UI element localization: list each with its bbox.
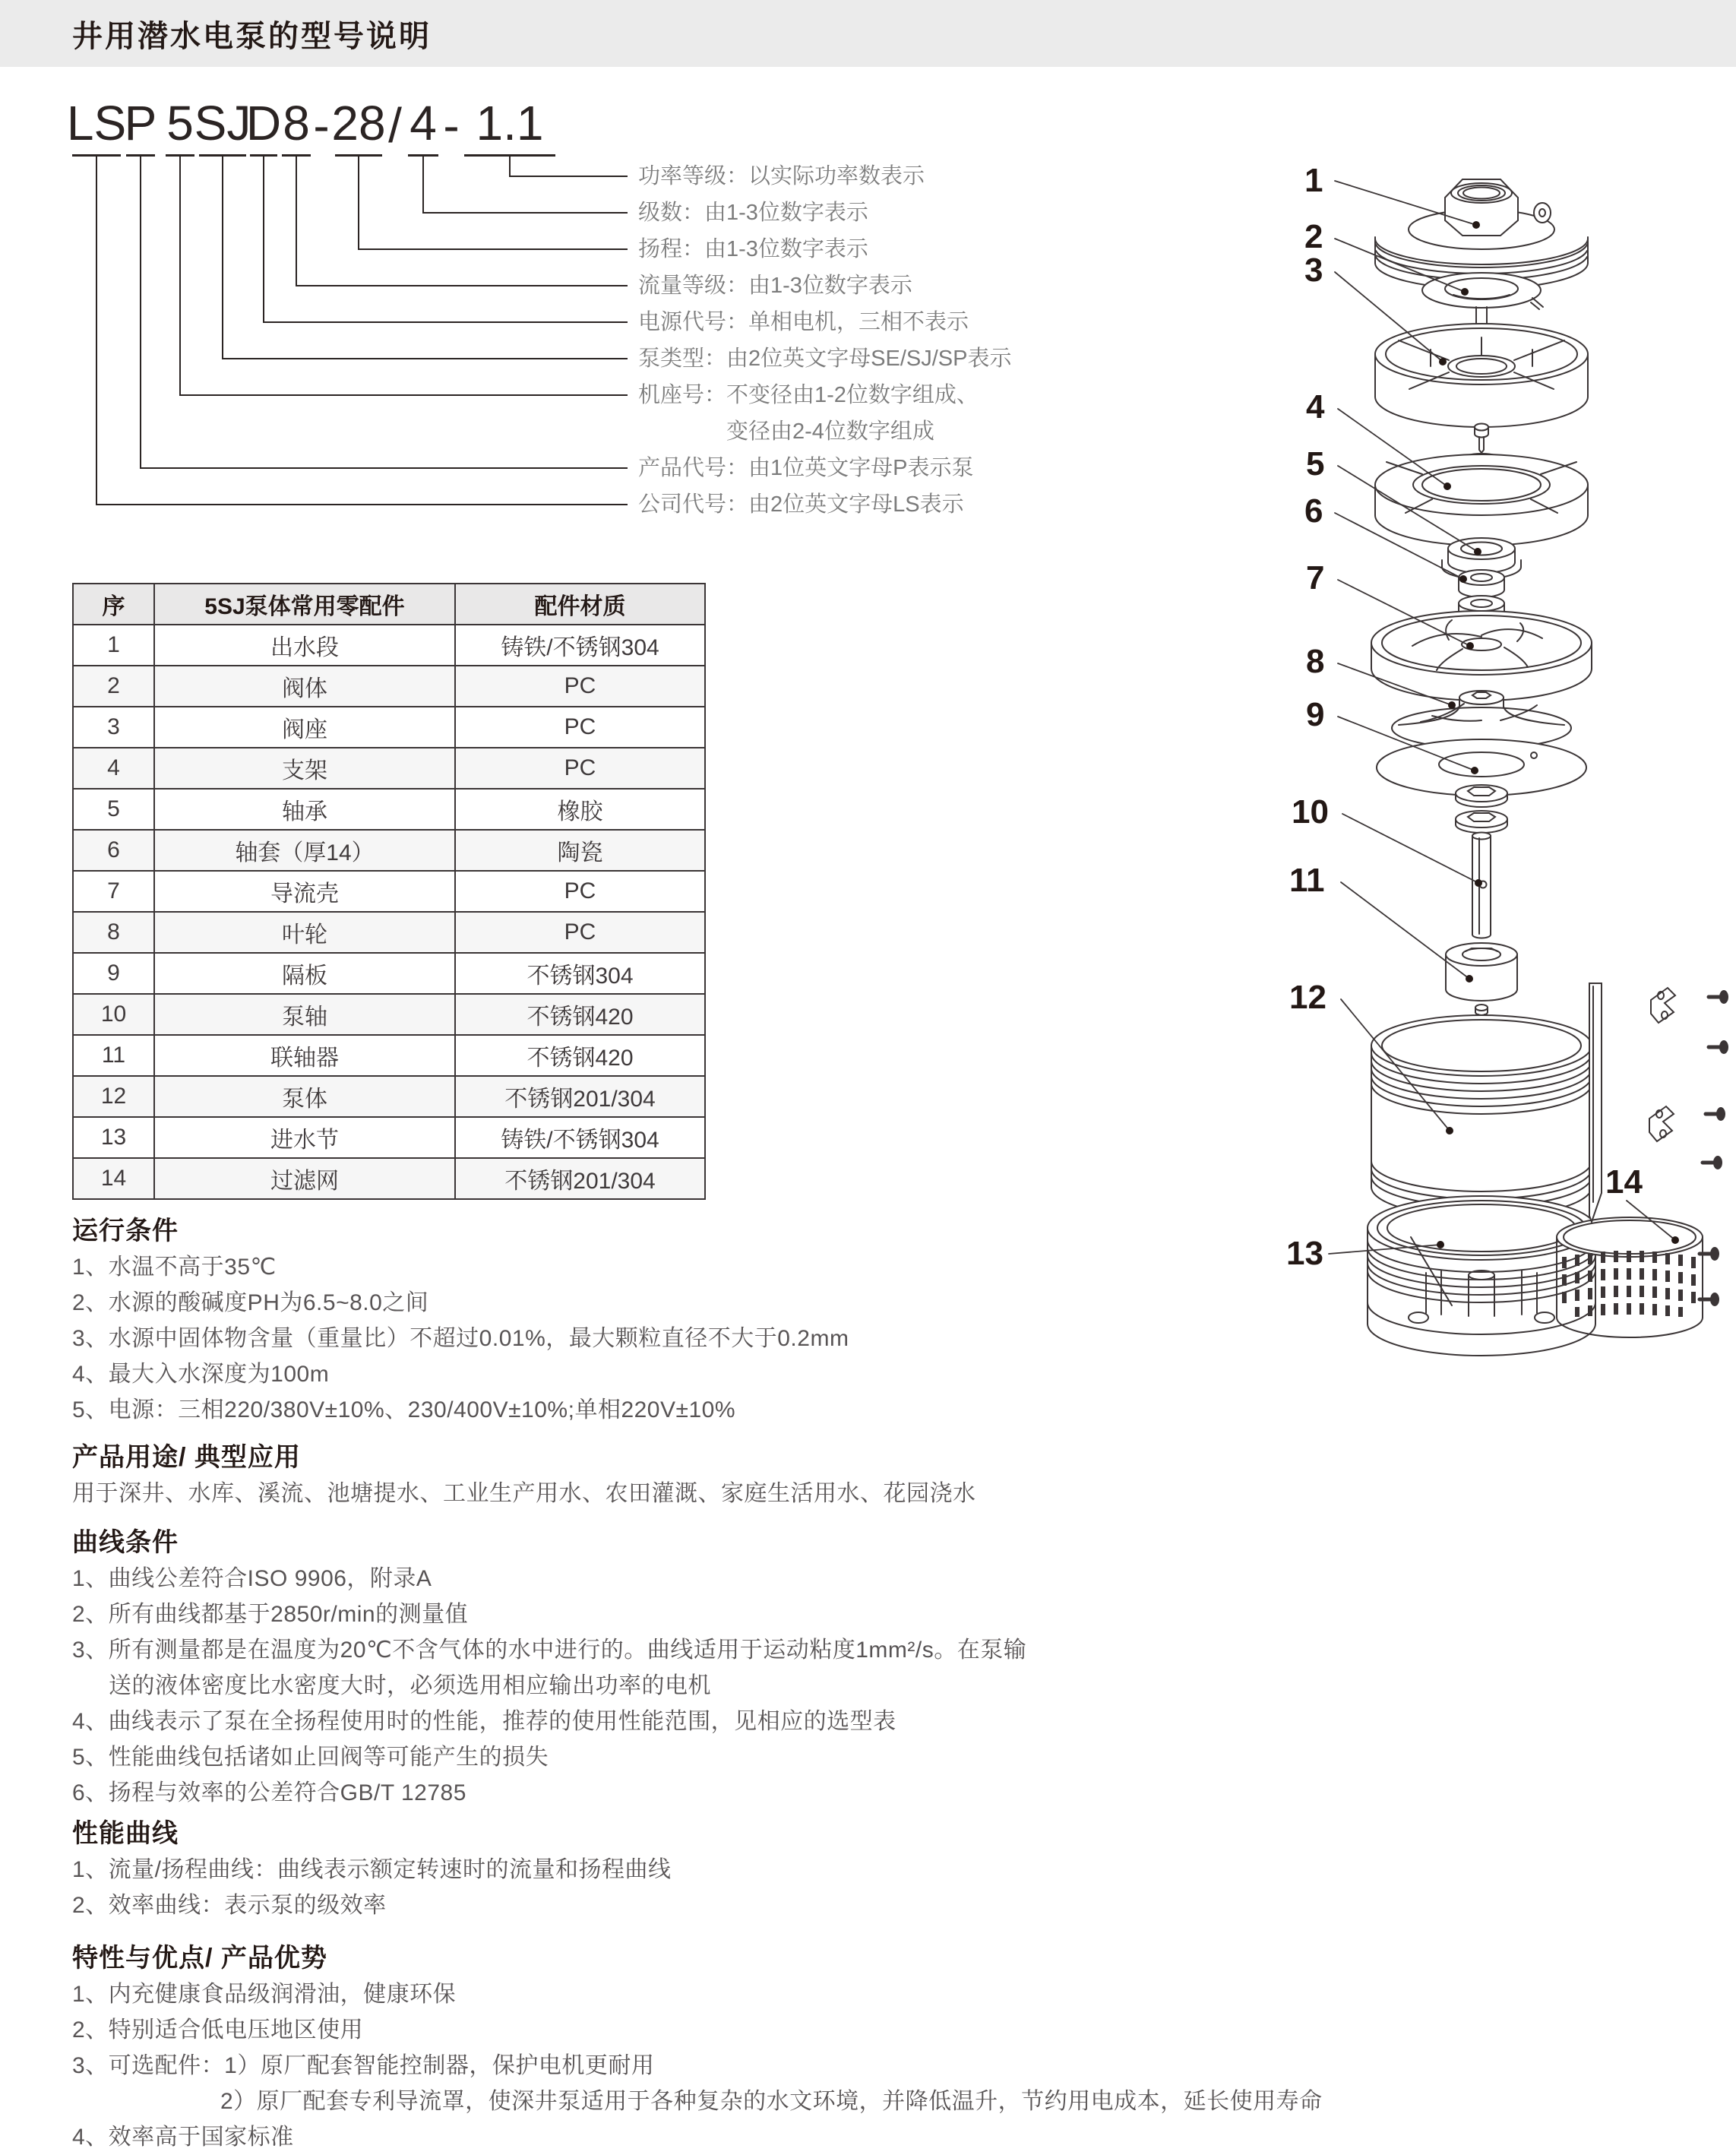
code-callout-lines	[0, 0, 638, 524]
code-callout-label: 功率等级：以实际功率数表示	[638, 164, 925, 188]
section-line: 送的液体密度比水密度大时，必须选用相应输出功率的电机	[109, 1673, 711, 1698]
table-cell: 4	[73, 748, 154, 789]
section-line: 6、扬程与效率的公差符合GB/T 12785	[72, 1780, 466, 1805]
section-line: 1、水温不高于35℃	[72, 1255, 277, 1280]
table-cell: 不锈钢304	[455, 953, 705, 994]
section	[72, 1524, 1706, 1811]
table-row	[73, 625, 705, 666]
pump-exploded-diagram	[1250, 99, 1736, 1360]
diagram-number-3: 3	[1304, 252, 1323, 289]
code-callout-label: 流量等级：由1-3位数字表示	[638, 274, 912, 298]
table-cell: 出水段	[154, 625, 455, 666]
diagram-number-7: 7	[1306, 559, 1325, 597]
part-coupling	[1446, 943, 1517, 1001]
section-line: 1、内充健康食品级润滑油，健康环保	[72, 1982, 457, 2007]
parts-table	[72, 583, 706, 1200]
code-callout-label: 电源代号：单相电机，三相不表示	[638, 310, 969, 334]
section-line: 5、电源：三相220/380V±10%、230/400V±10%;单相220V±10%	[72, 1397, 736, 1422]
table-cell: 过滤网	[154, 1158, 455, 1199]
table-cell: PC	[455, 748, 705, 789]
table-cell: 6	[73, 830, 154, 871]
table-cell: 5	[73, 789, 154, 830]
table-cell: 3	[73, 707, 154, 748]
table-cell: 11	[73, 1035, 154, 1076]
part-bracket	[1375, 454, 1588, 546]
code-segment-product: P	[126, 90, 155, 157]
table-row	[73, 707, 705, 748]
section-line: 4、效率高于国家标准	[72, 2125, 294, 2150]
diagram-number-13: 13	[1286, 1235, 1323, 1272]
table-cell: 8	[73, 912, 154, 953]
table-cell: 铸铁/不锈钢304	[455, 1117, 705, 1158]
code-separator-hyphen: -	[313, 98, 330, 153]
table-cell: 不锈钢201/304	[455, 1076, 705, 1117]
table-cell: 泵体	[154, 1076, 455, 1117]
table-cell: 7	[73, 871, 154, 912]
table-header-row	[73, 584, 705, 625]
page-title: 井用潜水电泵的型号说明	[72, 19, 432, 53]
table-cell: 导流壳	[154, 871, 455, 912]
table-header-cell: 序	[73, 584, 154, 625]
section-line: 3、水源中固体物含量（重量比）不超过0.01%，最大颗粒直径不大于0.2mm	[72, 1326, 849, 1351]
diagram-number-8: 8	[1306, 643, 1325, 680]
code-callout-label: 产品代号：由1位英文字母P表示泵	[638, 456, 974, 480]
section	[72, 1439, 1706, 1511]
table-cell: 阀体	[154, 666, 455, 707]
section-line: 3、可选配件：1）原厂配套智能控制器，保护电机更耐用	[72, 2053, 655, 2078]
part-pump-body	[1371, 1015, 1592, 1217]
code-separator-slash: /	[388, 98, 402, 153]
table-cell: 1	[73, 625, 154, 666]
table-cell: 叶轮	[154, 912, 455, 953]
code-segment-power-supply: D	[250, 90, 277, 157]
section-heading: 曲线条件	[72, 1528, 179, 1557]
table-cell: 不锈钢201/304	[455, 1158, 705, 1199]
code-segment-company: LS	[72, 90, 121, 157]
table-cell: 阀座	[154, 707, 455, 748]
diagram-number-14: 14	[1605, 1163, 1643, 1201]
part-cable-clips	[1649, 988, 1675, 1141]
table-row	[73, 666, 705, 707]
part-cable-guard	[1589, 983, 1602, 1222]
section-line: 2、所有曲线都基于2850r/min的测量值	[72, 1602, 469, 1627]
table-cell: 9	[73, 953, 154, 994]
diagram-number-1: 1	[1304, 162, 1323, 199]
table-cell: 不锈钢420	[455, 994, 705, 1035]
section-line: 2、效率曲线：表示泵的级效率	[72, 1893, 387, 1918]
table-row	[73, 871, 705, 912]
table-row	[73, 748, 705, 789]
table-cell: 轴套（厚14）	[154, 830, 455, 871]
section-heading: 性能曲线	[72, 1819, 179, 1848]
section-line: 4、最大入水深度为100m	[72, 1362, 330, 1387]
table-cell: 轴承	[154, 789, 455, 830]
table-row	[73, 912, 705, 953]
part-inlet-section	[1368, 1196, 1595, 1356]
code-segment-pump-type: SJ	[199, 90, 246, 157]
table-cell: 陶瓷	[455, 830, 705, 871]
table-cell: 泵轴	[154, 994, 455, 1035]
code-callout-label: 变径由2-4位数字组成	[726, 419, 934, 444]
table-row	[73, 1158, 705, 1199]
table-cell: 橡胶	[455, 789, 705, 830]
code-segment-stages: 4	[408, 90, 438, 157]
code-segment-frame: 5	[166, 90, 194, 157]
table-row	[73, 830, 705, 871]
table-cell: 2	[73, 666, 154, 707]
table-row	[73, 994, 705, 1035]
table-cell: PC	[455, 707, 705, 748]
table-cell: 铸铁/不锈钢304	[455, 625, 705, 666]
code-callout-label: 级数：由1-3位数字表示	[638, 201, 868, 225]
diagram-number-5: 5	[1306, 445, 1325, 483]
section	[72, 1815, 1706, 1923]
table-cell: PC	[455, 666, 705, 707]
section-line: 4、曲线表示了泵在全扬程使用时的性能，推荐的使用性能范围，见相应的选型表	[72, 1709, 896, 1734]
diagram-number-6: 6	[1304, 492, 1323, 530]
diagram-number-4: 4	[1306, 388, 1325, 426]
diagram-number-12: 12	[1289, 979, 1327, 1016]
table-row	[73, 1117, 705, 1158]
diagram-number-11: 11	[1289, 862, 1325, 899]
table-cell: 14	[73, 1158, 154, 1199]
section-line: 3、所有测量都是在温度为20℃不含气体的水中进行的。曲线适用于运动粘度1mm²/s。在泵输	[72, 1638, 1027, 1663]
section-line: 2、水源的酸碱度PH为6.5~8.0之间	[72, 1290, 429, 1315]
table-cell: PC	[455, 871, 705, 912]
code-segment-flow: 8	[282, 90, 311, 157]
section-line: 2、特别适合低电压地区使用	[72, 2017, 364, 2043]
code-callout-label: 扬程：由1-3位数字表示	[638, 237, 868, 261]
code-callout-label: 公司代号：由2位英文字母LS表示	[638, 492, 964, 517]
part-screws	[1700, 991, 1728, 1305]
code-callout-label: 泵类型：由2位英文字母SE/SJ/SP表示	[638, 347, 1012, 371]
section-heading: 特性与优点/ 产品优势	[72, 1944, 327, 1973]
part-valve-seat	[1375, 324, 1588, 427]
table-row	[73, 1076, 705, 1117]
table-cell: 不锈钢420	[455, 1035, 705, 1076]
diagram-number-2: 2	[1304, 218, 1323, 255]
table-cell: 13	[73, 1117, 154, 1158]
code-segment-power: 1.1	[464, 90, 555, 157]
section-line: 1、曲线公差符合ISO 9906，附录A	[72, 1566, 432, 1591]
table-header-cell: 配件材质	[455, 584, 705, 625]
table-row	[73, 1035, 705, 1076]
diagram-number-9: 9	[1306, 696, 1325, 733]
table-cell: PC	[455, 912, 705, 953]
diagram-number-10: 10	[1292, 793, 1329, 831]
table-cell: 10	[73, 994, 154, 1035]
table-cell: 联轴器	[154, 1035, 455, 1076]
section-line: 1、流量/扬程曲线：曲线表示额定转速时的流量和扬程曲线	[72, 1857, 672, 1882]
section-line: 用于深井、水库、溪流、池塘提水、工业生产用水、农田灌溉、家庭生活用水、花园浇水	[72, 1481, 976, 1506]
code-separator-hyphen2: -	[443, 98, 460, 153]
section-heading: 产品用途/ 典型应用	[72, 1443, 301, 1472]
table-header-cell: 5SJ泵体常用零配件	[154, 584, 455, 625]
section-line: 2）原厂配套专利导流罩，使深井泵适用于各种复杂的水文环境，并降低温升，节约用电成本，延长使用寿命	[220, 2089, 1323, 2114]
section-heading: 运行条件	[72, 1217, 179, 1245]
table-row	[73, 789, 705, 830]
code-callout-label: 机座号：不变径由1-2位数字组成、	[638, 383, 979, 407]
section-line: 5、性能曲线包括诸如止回阀等可能产生的损失	[72, 1745, 549, 1770]
section	[72, 1940, 1706, 2155]
code-segment-head: 28	[335, 90, 382, 157]
table-row	[73, 953, 705, 994]
part-hex-washers	[1456, 785, 1507, 833]
table-cell: 隔板	[154, 953, 455, 994]
table-cell: 支架	[154, 748, 455, 789]
table-cell: 进水节	[154, 1117, 455, 1158]
table-cell: 12	[73, 1076, 154, 1117]
